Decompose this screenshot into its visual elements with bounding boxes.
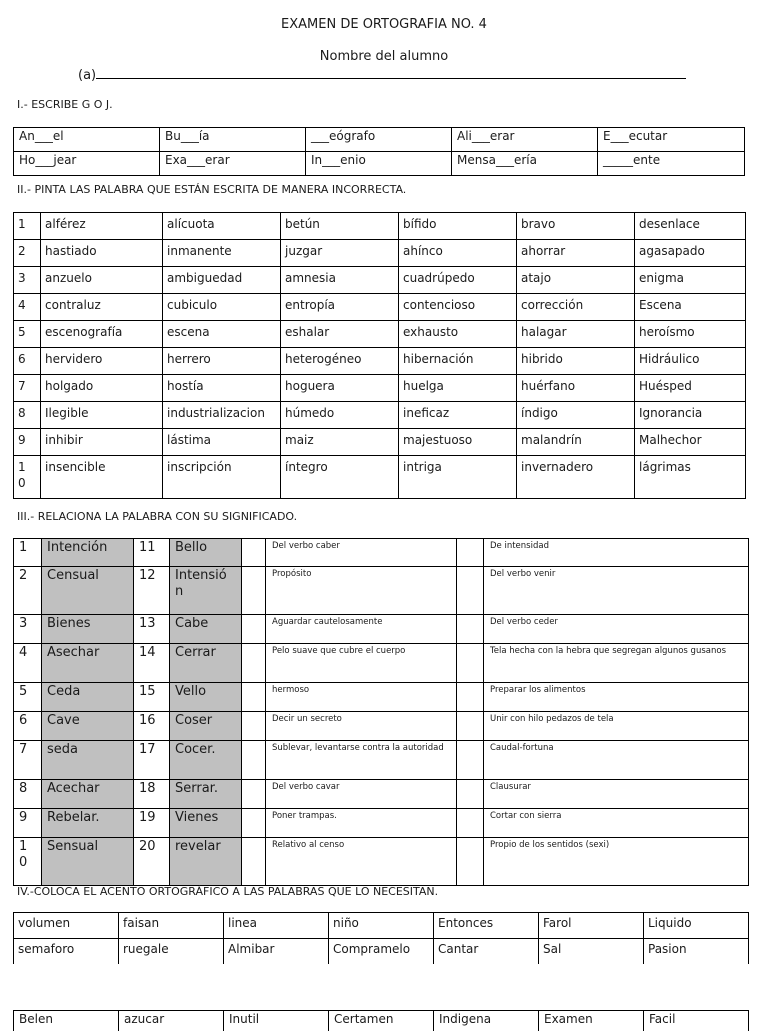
word-cell[interactable]: hibrido (517, 348, 635, 375)
word-cell[interactable]: heroísmo (635, 321, 746, 348)
word-cell[interactable]: juzgar (281, 240, 399, 267)
word-cell[interactable]: Farol (539, 913, 644, 939)
answer-cell[interactable] (242, 712, 266, 741)
definition-cell: Unir con hilo pedazos de tela (484, 712, 749, 741)
word-cell[interactable]: holgado (41, 375, 163, 402)
table-row (14, 644, 749, 683)
table-row (14, 152, 745, 176)
table-row (14, 429, 746, 456)
row-number: 9 (14, 429, 41, 456)
word-cell[interactable]: Vello (170, 683, 242, 712)
row-number: 7 (14, 375, 41, 402)
definition-cell: Relativo al censo (266, 838, 457, 886)
word-cell[interactable]: ruegale (119, 939, 224, 965)
word-cell[interactable]: entropía (281, 294, 399, 321)
row-number: 4 (14, 644, 42, 683)
definition-cell: Del verbo ceder (484, 615, 749, 644)
word-cell[interactable]: Facil (644, 1011, 749, 1031)
row-number: 5 (14, 321, 41, 348)
word-cell[interactable]: linea (224, 913, 329, 939)
word-cell[interactable]: Almibar (224, 939, 329, 965)
word-cell[interactable]: índigo (517, 402, 635, 429)
row-number: 8 (14, 780, 42, 809)
definition-cell: Propósito (266, 567, 457, 615)
definition-cell: Del verbo caber (266, 539, 457, 567)
table-row (14, 809, 749, 838)
fill-in-word-cell[interactable]: _____ente (598, 152, 745, 176)
word-cell[interactable]: halagar (517, 321, 635, 348)
row-number: 2 (14, 240, 41, 267)
answer-cell[interactable] (242, 615, 266, 644)
word-cell[interactable]: bífido (399, 213, 517, 240)
word-cell[interactable]: Cerrar (170, 644, 242, 683)
table-row (14, 294, 746, 321)
word-cell[interactable]: Examen (539, 1011, 644, 1031)
word-cell[interactable]: Cantar (434, 939, 539, 965)
word-cell[interactable]: niño (329, 913, 434, 939)
word-cell[interactable]: Intención (42, 539, 134, 567)
answer-cell[interactable] (457, 539, 484, 567)
row-number: 12 (134, 567, 170, 615)
word-cell[interactable]: Bello (170, 539, 242, 567)
word-cell[interactable]: revelar (170, 838, 242, 886)
section4-heading: IV.-COLOCA EL ACENTO ORTOGRÁFICO A LAS PALABRAS QUE LO NECESITAN. (17, 885, 438, 898)
fill-in-word-cell[interactable]: ___eógrafo (306, 128, 452, 152)
word-cell[interactable]: inhibir (41, 429, 163, 456)
table-row (14, 321, 746, 348)
word-cell[interactable]: semaforo (14, 939, 119, 965)
definition-cell: Clausurar (484, 780, 749, 809)
fill-in-word-cell[interactable]: E___ecutar (598, 128, 745, 152)
word-cell[interactable]: betún (281, 213, 399, 240)
word-cell[interactable]: alférez (41, 213, 163, 240)
word-cell[interactable]: inmanente (163, 240, 281, 267)
definition-cell: Preparar los alimentos (484, 683, 749, 712)
student-name-label: Nombre del alumno (0, 49, 768, 64)
word-cell[interactable]: Cocer. (170, 741, 242, 780)
definition-cell: Decir un secreto (266, 712, 457, 741)
word-cell[interactable]: amnesia (281, 267, 399, 294)
section4-table (13, 912, 749, 964)
fill-in-word-cell[interactable]: Bu___ía (160, 128, 306, 152)
word-cell[interactable]: huérfano (517, 375, 635, 402)
fill-in-word-cell[interactable]: Ho___jear (14, 152, 160, 176)
row-number: 6 (14, 348, 41, 375)
row-number: 5 (14, 683, 42, 712)
answer-cell[interactable] (457, 567, 484, 615)
answer-cell[interactable] (457, 838, 484, 886)
table-row (14, 683, 749, 712)
answer-cell[interactable] (457, 741, 484, 780)
word-cell[interactable]: Liquido (644, 913, 749, 939)
word-cell[interactable]: ineficaz (399, 402, 517, 429)
answer-cell[interactable] (457, 712, 484, 741)
definition-cell: Sublevar, levantarse contra la autoridad (266, 741, 457, 780)
word-cell[interactable]: agasapado (635, 240, 746, 267)
word-cell[interactable]: hoguera (281, 375, 399, 402)
row-number: 7 (14, 741, 42, 780)
definition-cell: De intensidad (484, 539, 749, 567)
word-cell[interactable]: lástima (163, 429, 281, 456)
name-prefix: (a) (78, 68, 96, 83)
answer-cell[interactable] (457, 780, 484, 809)
word-cell[interactable]: Certamen (329, 1011, 434, 1031)
word-cell[interactable]: Coser (170, 712, 242, 741)
definition-cell: Cortar con sierra (484, 809, 749, 838)
row-number: 8 (14, 402, 41, 429)
word-cell[interactable]: Entonces (434, 913, 539, 939)
row-number: 13 (134, 615, 170, 644)
word-cell[interactable]: heterogéneo (281, 348, 399, 375)
row-number: 19 (134, 809, 170, 838)
word-cell[interactable]: faisan (119, 913, 224, 939)
word-cell[interactable]: Ignorancia (635, 402, 746, 429)
word-cell[interactable]: íntegro (281, 456, 399, 499)
word-cell[interactable]: Ilegible (41, 402, 163, 429)
section2-heading: II.- PINTA LAS PALABRA QUE ESTÁN ESCRITA DE MANERA INCORRECTA. (17, 183, 406, 196)
fill-in-word-cell[interactable]: Mensa___ería (452, 152, 598, 176)
word-cell[interactable]: eshalar (281, 321, 399, 348)
table-row (14, 402, 746, 429)
table-row (14, 539, 749, 567)
word-cell[interactable]: maiz (281, 429, 399, 456)
row-number: 1 (14, 539, 42, 567)
word-cell[interactable]: herrero (163, 348, 281, 375)
word-cell[interactable]: seda (42, 741, 134, 780)
table-row (14, 240, 746, 267)
answer-cell[interactable] (457, 809, 484, 838)
fill-in-word-cell[interactable]: An___el (14, 128, 160, 152)
word-cell[interactable]: hervidero (41, 348, 163, 375)
table-row (14, 712, 749, 741)
row-number: 17 (134, 741, 170, 780)
word-cell[interactable]: Inutil (224, 1011, 329, 1031)
word-cell[interactable]: desenlace (635, 213, 746, 240)
answer-cell[interactable] (457, 615, 484, 644)
answer-cell[interactable] (242, 809, 266, 838)
table-row (14, 1011, 749, 1031)
word-cell[interactable]: Hidráulico (635, 348, 746, 375)
word-cell[interactable]: húmedo (281, 402, 399, 429)
word-cell[interactable]: hostía (163, 375, 281, 402)
word-cell[interactable]: contraluz (41, 294, 163, 321)
exam-title: EXAMEN DE ORTOGRAFIA NO. 4 (0, 17, 768, 32)
row-number: 6 (14, 712, 42, 741)
fill-in-word-cell[interactable]: Exa___erar (160, 152, 306, 176)
word-cell[interactable]: azucar (119, 1011, 224, 1031)
answer-cell[interactable] (242, 567, 266, 615)
word-cell[interactable]: industrializacion (163, 402, 281, 429)
table-row (14, 456, 746, 499)
table-row (14, 213, 746, 240)
word-cell[interactable]: enigma (635, 267, 746, 294)
table-row (14, 838, 749, 886)
word-cell[interactable]: ahínco (399, 240, 517, 267)
student-name-field[interactable] (78, 66, 686, 83)
word-cell[interactable]: Bienes (42, 615, 134, 644)
word-cell[interactable]: ahorrar (517, 240, 635, 267)
table-row (14, 128, 745, 152)
word-cell[interactable]: Huésped (635, 375, 746, 402)
word-cell[interactable]: invernadero (517, 456, 635, 499)
answer-cell[interactable] (457, 644, 484, 683)
word-cell[interactable]: Rebelar. (42, 809, 134, 838)
word-cell[interactable]: Escena (635, 294, 746, 321)
word-cell[interactable]: escena (163, 321, 281, 348)
definition-cell: Tela hecha con la hebra que segregan algunos gusanos (484, 644, 749, 683)
word-cell[interactable]: bravo (517, 213, 635, 240)
row-number: 20 (134, 838, 170, 886)
word-cell[interactable]: Pasion (644, 939, 749, 965)
row-number: 4 (14, 294, 41, 321)
section4-table-continued (13, 1010, 749, 1031)
word-cell[interactable]: escenografía (41, 321, 163, 348)
table-row (14, 939, 749, 965)
table-row (14, 615, 749, 644)
word-cell[interactable]: Malhechor (635, 429, 746, 456)
word-cell[interactable]: alícuota (163, 213, 281, 240)
word-cell[interactable]: insencible (41, 456, 163, 499)
word-cell[interactable]: Sensual (42, 838, 134, 886)
section3-heading: III.- RELACIONA LA PALABRA CON SU SIGNIFICADO. (17, 510, 297, 523)
word-cell[interactable]: lágrimas (635, 456, 746, 499)
word-cell[interactable]: Sal (539, 939, 644, 965)
table-row (14, 567, 749, 615)
word-cell[interactable]: anzuelo (41, 267, 163, 294)
word-cell[interactable]: Intensió n (170, 567, 242, 615)
row-number: 3 (14, 615, 42, 644)
answer-cell[interactable] (242, 539, 266, 567)
answer-cell[interactable] (242, 741, 266, 780)
row-number: 11 (134, 539, 170, 567)
word-cell[interactable]: Compramelo (329, 939, 434, 965)
word-cell[interactable]: Acechar (42, 780, 134, 809)
fill-in-word-cell[interactable]: Ali___erar (452, 128, 598, 152)
answer-cell[interactable] (242, 780, 266, 809)
row-number: 18 (134, 780, 170, 809)
row-number: 15 (134, 683, 170, 712)
definition-cell: Pelo suave que cubre el cuerpo (266, 644, 457, 683)
word-cell[interactable]: Indigena (434, 1011, 539, 1031)
section1-table (13, 127, 745, 176)
section2-table (13, 212, 746, 499)
name-line[interactable] (96, 66, 686, 79)
table-row (14, 913, 749, 939)
definition-cell: Del verbo cavar (266, 780, 457, 809)
word-cell[interactable]: intriga (399, 456, 517, 499)
word-cell[interactable]: ambiguedad (163, 267, 281, 294)
word-cell[interactable]: inscripción (163, 456, 281, 499)
word-cell[interactable]: Asechar (42, 644, 134, 683)
answer-cell[interactable] (242, 683, 266, 712)
word-cell[interactable]: corrección (517, 294, 635, 321)
word-cell[interactable]: exhausto (399, 321, 517, 348)
row-number: 16 (134, 712, 170, 741)
row-number: 1 0 (14, 456, 41, 499)
table-row (14, 780, 749, 809)
row-number: 14 (134, 644, 170, 683)
word-cell[interactable]: Cabe (170, 615, 242, 644)
definition-cell: Del verbo venir (484, 567, 749, 615)
fill-in-word-cell[interactable]: In___enio (306, 152, 452, 176)
answer-cell[interactable] (242, 838, 266, 886)
answer-cell[interactable] (457, 683, 484, 712)
word-cell[interactable]: Cave (42, 712, 134, 741)
table-row (14, 375, 746, 402)
word-cell[interactable]: Censual (42, 567, 134, 615)
word-cell[interactable]: atajo (517, 267, 635, 294)
definition-cell: Poner trampas. (266, 809, 457, 838)
section3-table (13, 538, 749, 886)
table-row (14, 348, 746, 375)
row-number: 2 (14, 567, 42, 615)
word-cell[interactable]: Belen (14, 1011, 119, 1031)
table-row (14, 741, 749, 780)
row-number: 1 0 (14, 838, 42, 886)
word-cell[interactable]: hastiado (41, 240, 163, 267)
word-cell[interactable]: huelga (399, 375, 517, 402)
word-cell[interactable]: volumen (14, 913, 119, 939)
definition-cell: Caudal-fortuna (484, 741, 749, 780)
answer-cell[interactable] (242, 644, 266, 683)
word-cell[interactable]: majestuoso (399, 429, 517, 456)
word-cell[interactable]: Serrar. (170, 780, 242, 809)
row-number: 1 (14, 213, 41, 240)
row-number: 9 (14, 809, 42, 838)
table-row (14, 267, 746, 294)
word-cell[interactable]: malandrín (517, 429, 635, 456)
section1-heading: I.- ESCRIBE G O J. (17, 98, 113, 111)
word-cell[interactable]: cubiculo (163, 294, 281, 321)
word-cell[interactable]: Vienes (170, 809, 242, 838)
word-cell[interactable]: contencioso (399, 294, 517, 321)
word-cell[interactable]: cuadrúpedo (399, 267, 517, 294)
definition-cell: Propio de los sentidos (sexi) (484, 838, 749, 886)
row-number: 3 (14, 267, 41, 294)
definition-cell: hermoso (266, 683, 457, 712)
definition-cell: Aguardar cautelosamente (266, 615, 457, 644)
word-cell[interactable]: Ceda (42, 683, 134, 712)
word-cell[interactable]: hibernación (399, 348, 517, 375)
